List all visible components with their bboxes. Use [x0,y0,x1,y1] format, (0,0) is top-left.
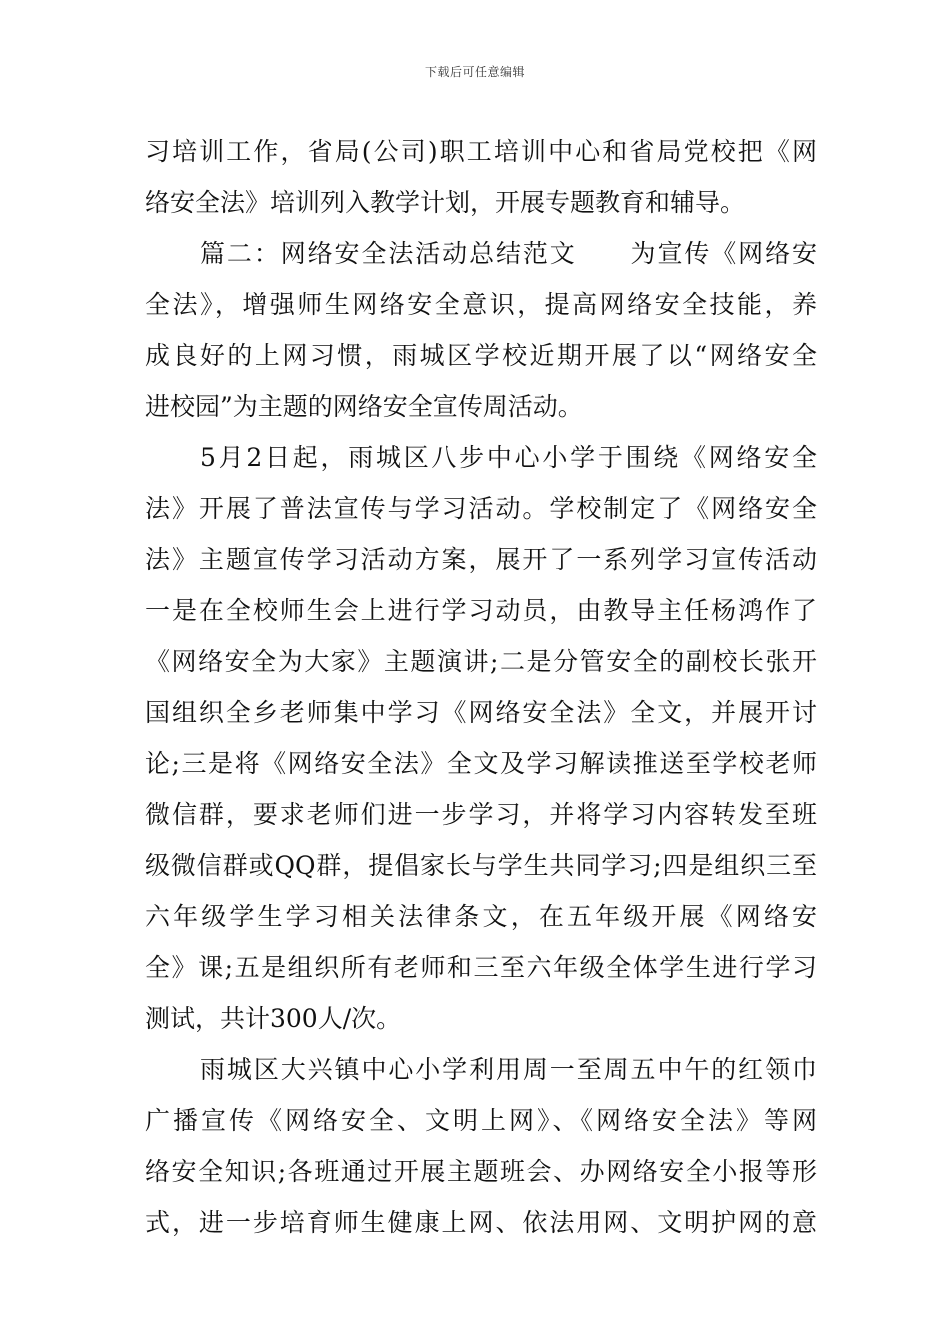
text-line: 雨城区大兴镇中心小学利用周一至周五中午的红领巾 [200,1055,817,1084]
text-line: 法》开展了普法宣传与学习活动。学校制定了《网络安全 [145,494,817,523]
text-line: 法》主题宣传学习活动方案，展开了一系列学习宣传活动 [145,545,817,574]
text-line: 全法》，增强师生网络安全意识，提高网络安全技能，养 [145,290,817,319]
text-line: 全》课;五是组织所有老师和三至六年级全体学生进行学习 [145,953,817,982]
text-line: 习培训工作，省局(公司)职工培训中心和省局党校把《网 [145,137,817,166]
text-line: 级微信群或QQ群，提倡家长与学生共同学习;四是组织三至 [145,851,817,880]
text-line: 络安全知识;各班通过开展主题班会、办网络安全小报等形 [145,1157,817,1186]
text-line: 络安全法》培训列入教学计划，开展专题教育和辅导。 [145,188,746,217]
text-line: 六年级学生学习相关法律条文，在五年级开展《网络安 [145,902,817,931]
text-line: 国组织全乡老师集中学习《网络安全法》全文，并展开讨 [145,698,817,727]
text-line: 篇二：网络安全法活动总结范文 为宣传《网络安 [200,239,817,268]
text-line: 测试，共计300人/次。 [145,1004,402,1033]
document-body [145,126,817,1248]
text-line: 进校园”为主题的网络安全宣传周活动。 [145,392,583,421]
text-line: 成良好的上网习惯，雨城区学校近期开展了以“网络安全 [145,341,817,370]
text-line: 微信群，要求老师们进一步学习，并将学习内容转发至班 [145,800,817,829]
text-line: 论;三是将《网络安全法》全文及学习解读推送至学校老师 [145,749,817,778]
text-line: 广播宣传《网络安全、文明上网》、《网络安全法》等网 [145,1106,817,1135]
text-line: 《网络安全为大家》主题演讲;二是分管安全的副校长张开 [145,647,817,676]
text-line: 5月2日起，雨城区八步中心小学于围绕《网络安全 [200,443,817,472]
text-line: 式，进一步培育师生健康上网、依法用网、文明护网的意 [145,1208,817,1237]
text-line: 一是在全校师生会上进行学习动员，由教导主任杨鸿作了 [145,596,817,625]
page-header-note: 下载后可任意编辑 [424,65,525,79]
